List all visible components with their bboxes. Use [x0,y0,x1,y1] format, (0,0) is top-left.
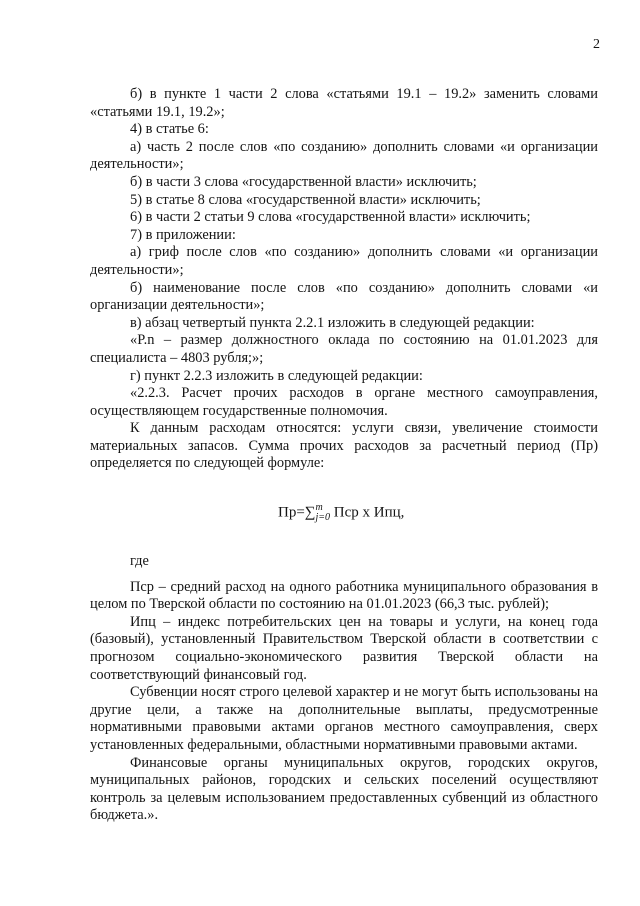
formula-lhs: Пр= [278,504,305,521]
sum-lower-limit: j=0 [315,512,331,524]
paragraph: 7) в приложении: [130,226,236,243]
formula [90,503,598,523]
paragraph: «2.2.3. Расчет прочих расходов в органе местного самоуправления, осуществляющем государственные полномочия. [90,385,598,419]
where-label: где [130,553,149,570]
paragraph: б) наименование после слов «по созданию» дополнить словами «и организации деятельности»; [90,279,598,314]
sum-symbol: ∑ [304,504,316,521]
paragraph: «P.n – размер должностного оклада по состоянию на 01.01.2023 для специалиста – 4803 рубля;»; [90,332,598,366]
paragraph: Субвенции носят строго целевой характер и не могут быть использованы на другие цели, а также на дополнительные выплаты, предусмотренные нормативными правовыми актами органов местного самоуправления, сверх установленных федеральными, областными нормативными правовыми актами. [90,684,598,753]
definition: Ипц – индекс потребительских цен на товары и услуги, на конец года (базовый), установленный Правительством Тверской области в соответствии с прогнозом социально-экономического развития Тверской области на соответствующий финансовый год. [90,613,598,683]
paragraph: в) абзац четвертый пункта 2.2.1 изложить в следующей редакции: [130,314,535,331]
document-body [90,86,598,825]
paragraph: а) гриф после слов «по созданию» дополнить словами «и организации деятельности»; [90,244,598,278]
paragraph: г) пункт 2.2.3 изложить в следующей редакции: [130,367,423,384]
page-number: 2 [593,37,600,52]
paragraph: а) часть 2 после слов «по созданию» дополнить словами «и организации деятельности»; [90,138,598,173]
paragraph: 5) в статье 8 слова «государственной власти» исключить; [130,191,481,208]
paragraph: б) в пункте 1 части 2 слова «статьями 19.1 – 19.2» заменить словами «статьями 19.1, 19.2»; [90,86,598,120]
formula-rhs: Пср х Ипц, [330,504,405,521]
definition: Пср – средний расход на одного работника муниципального образования в целом по Тверской области по состоянию на 01.01.2023 (66,3 тыс. рублей); [90,578,598,613]
paragraph: 6) в части 2 статьи 9 слова «государственной власти» исключить; [130,209,531,226]
sum-upper-limit: m [315,502,323,514]
paragraph: К данным расходам относятся: услуги связи, увеличение стоимости материальных запасов. Сумма прочих расходов за расчетный период (Пр) определяется по следующей формуле: [90,420,598,472]
paragraph: Финансовые органы муниципальных округов, городских округов, муниципальных районов, городских и сельских поселений осуществляют контроль за целевым использованием предоставленных субвенций из областного бюджета.». [90,754,598,824]
paragraph: б) в части 3 слова «государственной власти» исключить; [130,173,477,190]
paragraph: 4) в статье 6: [130,121,209,138]
